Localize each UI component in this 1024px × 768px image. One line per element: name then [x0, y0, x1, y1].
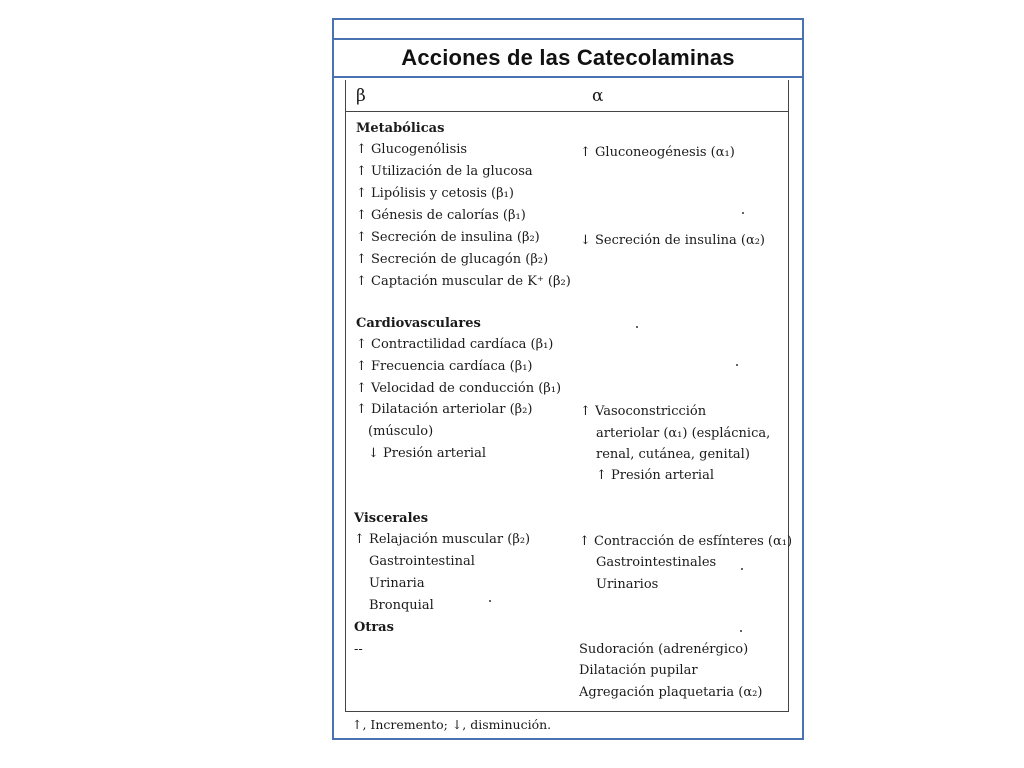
section-title-cardiovasculares: Cardiovasculares [356, 316, 481, 331]
beta-item: (músculo) [368, 424, 434, 439]
section-title-viscerales: Viscerales [354, 511, 429, 526]
alpha-item: ↑ Vasoconstricción [580, 404, 707, 419]
alpha-item: ↑ Gluconeogénesis (α₁) [580, 145, 735, 160]
beta-item: ↑ Relajación muscular (β₂) [354, 532, 531, 547]
alpha-item: Sudoración (adrenérgico) [579, 642, 749, 657]
alpha-item: ↑ Contracción de esfínteres (α₁) [579, 534, 793, 549]
beta-item: ↑ Velocidad de conducción (β₁) [356, 381, 562, 396]
beta-item: ↑ Captación muscular de K⁺ (β₂) [356, 274, 571, 289]
beta-item: Bronquial [369, 598, 434, 613]
footnote: ↑, Incremento; ↓, disminución. [352, 717, 552, 732]
scan-speck [740, 630, 742, 632]
beta-item: ↑ Génesis de calorías (β₁) [356, 208, 526, 223]
beta-item: ↑ Dilatación arteriolar (β₂) [356, 402, 533, 417]
scan-speck [489, 600, 491, 602]
alpha-column-header: α [592, 86, 604, 106]
alpha-item: Urinarios [596, 577, 659, 592]
scan-speck [736, 364, 738, 366]
scan-speck [742, 212, 744, 214]
scan-speck [741, 568, 743, 570]
alpha-item: ↓ Secreción de insulina (α₂) [580, 233, 766, 248]
beta-item: ↑ Utilización de la glucosa [356, 164, 533, 179]
beta-item: ↑ Secreción de insulina (β₂) [356, 230, 540, 245]
beta-item: -- [354, 642, 363, 657]
beta-item: ↑ Frecuencia cardíaca (β₁) [356, 359, 533, 374]
beta-item: ↑ Contractilidad cardíaca (β₁) [356, 337, 554, 352]
beta-column-header: β [356, 86, 366, 106]
scan-speck [636, 326, 638, 328]
page-title: Acciones de las Catecolaminas [401, 45, 735, 70]
alpha-item: Gastrointestinales [596, 555, 717, 570]
beta-item: ↓ Presión arterial [368, 446, 487, 461]
alpha-item: renal, cutánea, genital) [596, 447, 750, 462]
beta-item: Gastrointestinal [369, 554, 475, 569]
alpha-item: Dilatación pupilar [579, 663, 698, 678]
section-title-metabolicas: Metabólicas [356, 121, 445, 136]
beta-item: ↑ Lipólisis y cetosis (β₁) [356, 186, 514, 201]
alpha-item: arteriolar (α₁) (esplácnica, [596, 426, 771, 441]
alpha-item: ↑ Presión arterial [596, 468, 715, 483]
beta-item: ↑ Glucogenólisis [356, 142, 468, 157]
beta-item: Urinaria [369, 576, 425, 591]
title-bar [334, 38, 802, 78]
header-rule [345, 111, 789, 112]
beta-item: ↑ Secreción de glucagón (β₂) [356, 252, 549, 267]
section-title-otras: Otras [354, 620, 394, 635]
alpha-item: Agregación plaquetaria (α₂) [579, 685, 763, 700]
